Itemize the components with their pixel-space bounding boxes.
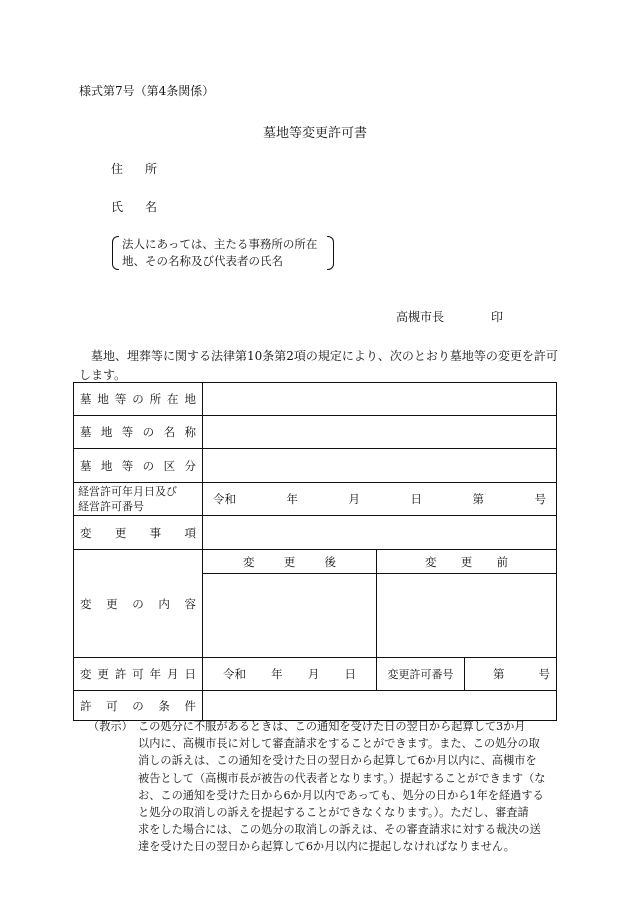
category-value[interactable] xyxy=(203,449,557,483)
permit-date-label: 変 更 許 可 年 月 日 xyxy=(74,658,203,691)
intro-text: 墓地、埋葬等に関する法律第10条第2項の規定により、次のとおり墓地等の変更を許可します。 xyxy=(79,349,558,382)
before-value[interactable] xyxy=(377,574,557,658)
notice-line: 消しの訴えは、この通知を受けた日の翌日から起算して6か月以内に、高槻市を xyxy=(138,754,537,768)
name-label-char: 名 xyxy=(145,200,158,214)
conditions-label: 許 可 の 条 件 xyxy=(74,691,203,721)
corporate-note-text xyxy=(122,236,317,270)
form-number: 様式第7号（第4条関係） xyxy=(79,84,215,98)
row-conditions xyxy=(74,691,557,721)
name-label: 墓 地 等 の 名 称 xyxy=(74,416,203,449)
permit-table xyxy=(73,382,557,721)
row-license xyxy=(74,483,557,516)
after-value[interactable] xyxy=(203,574,377,658)
address-label xyxy=(111,160,157,177)
conditions-value[interactable] xyxy=(203,691,557,721)
location-label: 墓 地 等 の 所 在 地 xyxy=(74,383,203,416)
name-label xyxy=(111,198,157,215)
row-category xyxy=(74,449,557,483)
notice-line: 達を受けた日の翌日から起算して6か月以内に提起しなければなりません。 xyxy=(138,840,515,854)
address-label-char: 住 xyxy=(111,162,124,176)
corporate-note-line: 法人にあっては、主たる事務所の所在 xyxy=(122,237,318,251)
after-header: 変 更 後 xyxy=(203,550,377,574)
license-value[interactable]: 令和 年 月 日 第 号 xyxy=(203,483,557,516)
notice-lead: （教示） xyxy=(88,720,133,733)
row-change-content-head xyxy=(74,550,557,574)
permit-no-label: 変更許可番号 xyxy=(377,658,465,691)
name-value[interactable] xyxy=(203,416,557,449)
row-change-item xyxy=(74,516,557,550)
corporate-note xyxy=(112,236,334,270)
change-item-value[interactable] xyxy=(203,516,557,550)
right-bracket xyxy=(327,236,334,270)
license-label: 経営許可年月日及び 経営許可番号 xyxy=(74,483,203,516)
row-location xyxy=(74,383,557,416)
seal-mark: 印 xyxy=(491,310,504,324)
change-content-label: 変 更 の 内 容 xyxy=(74,550,203,658)
permit-no-value[interactable]: 第 号 xyxy=(465,658,557,691)
left-bracket xyxy=(112,236,119,270)
change-item-label: 変 更 事 項 xyxy=(74,516,203,550)
row-name xyxy=(74,416,557,449)
notice xyxy=(88,718,558,856)
permit-date-value[interactable]: 令和 年 月 日 xyxy=(203,658,377,691)
notice-body xyxy=(138,718,558,856)
address-label-char: 所 xyxy=(145,162,158,176)
notice-line: 被告として（高槻市長が被告の代表者となります。）提起することができます（な xyxy=(138,771,546,785)
notice-line: 求をした場合には、この処分の取消しの訴えは、その審査請求に対する裁決の送 xyxy=(138,823,541,837)
corporate-note-line: 地、その名称及び代表者の氏名 xyxy=(122,254,283,268)
notice-line: お、この通知を受けた日から6か月以内であっても、処分の日から1年を経過する xyxy=(138,788,544,802)
location-value[interactable] xyxy=(203,383,557,416)
name-label-char: 氏 xyxy=(111,200,124,214)
document-title: 墓地等変更許可書 xyxy=(262,126,367,141)
notice-line: と処分の取消しの訴えを提起することができなくなります。）。ただし、審査請 xyxy=(138,806,529,820)
notice-line: 以内に、高槻市長に対して審査請求をすることができます。また、この処分の取 xyxy=(138,737,540,751)
before-header: 変 更 前 xyxy=(377,550,557,574)
category-label: 墓 地 等 の 区 分 xyxy=(74,449,203,483)
issuer: 高槻市長 xyxy=(396,310,445,324)
row-permit-date xyxy=(74,658,557,691)
notice-line: この処分に不服があるときは、この通知を受けた日の翌日から起算して3か月 xyxy=(138,720,526,733)
